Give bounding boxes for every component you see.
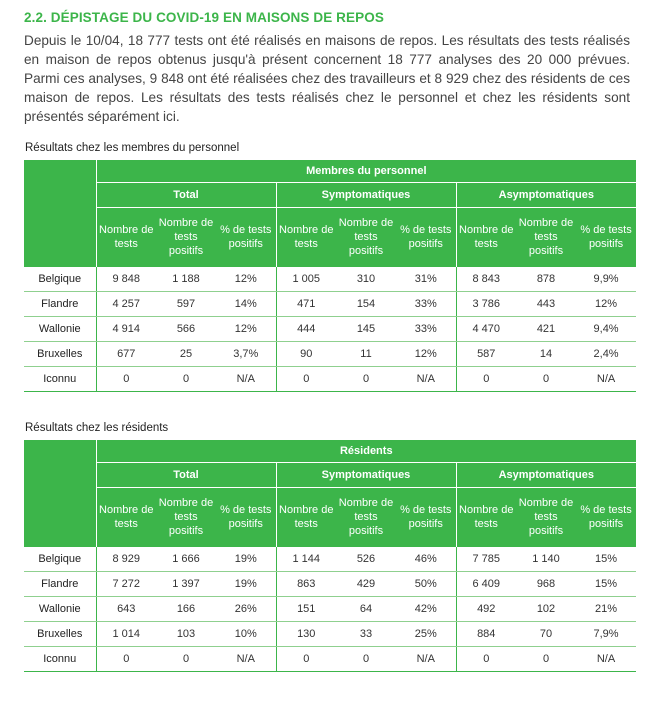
table-cell: 0 — [156, 367, 216, 392]
table-cell: 15% — [576, 547, 636, 572]
table-band-header: Résidents — [96, 440, 636, 463]
region-label: Iconnu — [24, 647, 96, 672]
table-cell: 1 397 — [156, 572, 216, 597]
table-cell: 1 666 — [156, 547, 216, 572]
table-cell: 90 — [276, 342, 336, 367]
table-cell: 4 914 — [96, 317, 156, 342]
table-cell: 0 — [156, 647, 216, 672]
table-cell: 0 — [276, 367, 336, 392]
table-cell: 421 — [516, 317, 576, 342]
region-label: Flandre — [24, 292, 96, 317]
table-cell: 9,9% — [576, 267, 636, 292]
group-header: Total — [96, 183, 276, 208]
group-header: Asymptomatiques — [456, 183, 636, 208]
table-cell: 1 005 — [276, 267, 336, 292]
table-cell: 9 848 — [96, 267, 156, 292]
table-cell: 102 — [516, 597, 576, 622]
column-header: Nombre de tests — [276, 208, 336, 267]
table-cell: N/A — [576, 367, 636, 392]
table-cell: 0 — [516, 647, 576, 672]
column-header: Nombre de tests positifs — [336, 488, 396, 547]
table-cell: N/A — [576, 647, 636, 672]
table-cell: 14% — [216, 292, 276, 317]
header-corner — [24, 440, 96, 547]
column-header: % de tests positifs — [576, 488, 636, 547]
table-cell: 25% — [396, 622, 456, 647]
table-cell: 0 — [336, 647, 396, 672]
table-cell: 1 188 — [156, 267, 216, 292]
table-row — [24, 622, 636, 647]
table-cell: 884 — [456, 622, 516, 647]
table-cell: 166 — [156, 597, 216, 622]
table-cell: 130 — [276, 622, 336, 647]
column-header: % de tests positifs — [396, 488, 456, 547]
table-cell: 444 — [276, 317, 336, 342]
table-cell: 2,4% — [576, 342, 636, 367]
table-cell: 33% — [396, 317, 456, 342]
region-label: Belgique — [24, 547, 96, 572]
table-cell: 0 — [96, 367, 156, 392]
table-band-header: Membres du personnel — [96, 160, 636, 183]
table-cell: 50% — [396, 572, 456, 597]
table-cell: 3 786 — [456, 292, 516, 317]
table-cell: 0 — [456, 647, 516, 672]
tables-container — [24, 142, 630, 672]
table-caption: Résultats chez les résidents — [25, 422, 169, 434]
column-header: Nombre de tests positifs — [336, 208, 396, 267]
column-header: Nombre de tests — [96, 488, 156, 547]
section-title: 2.2. DÉPISTAGE DU COVID-19 EN MAISONS DE REPOS — [24, 10, 384, 25]
column-header: % de tests positifs — [216, 488, 276, 547]
table-cell: 12% — [396, 342, 456, 367]
table-cell: 1 144 — [276, 547, 336, 572]
table-cell: 471 — [276, 292, 336, 317]
group-header: Symptomatiques — [276, 463, 456, 488]
table-cell: 25 — [156, 342, 216, 367]
table-row — [24, 317, 636, 342]
table-cell: 4 470 — [456, 317, 516, 342]
table-cell: 151 — [276, 597, 336, 622]
column-header: Nombre de tests — [276, 488, 336, 547]
table-cell: 492 — [456, 597, 516, 622]
table-cell: 4 257 — [96, 292, 156, 317]
table-cell: 8 929 — [96, 547, 156, 572]
table-cell: 19% — [216, 547, 276, 572]
table-cell: 31% — [396, 267, 456, 292]
table-cell: 46% — [396, 547, 456, 572]
region-label: Bruxelles — [24, 622, 96, 647]
table-cell: 15% — [576, 572, 636, 597]
table-cell: 863 — [276, 572, 336, 597]
table-cell: 12% — [216, 267, 276, 292]
intro-paragraph: Depuis le 10/04, 18 777 tests ont été réalisés en maisons de repos. Les résultats des tests réalisés en maison de repos obtenus jusqu'à présent concernent 18 777 analyses des 20 000 prévues. Parmi ces analyses, 9 848 ont été réalisées chez des travailleurs et 8 929 chez des résidents de ces maison de repos. Les résultats des tests réalisés chez le personnel et chez les résidents sont présentés séparément ici. — [24, 33, 630, 124]
table-cell: 968 — [516, 572, 576, 597]
table-cell: 643 — [96, 597, 156, 622]
staff-results-table — [24, 160, 636, 392]
table-cell: 443 — [516, 292, 576, 317]
region-label: Iconnu — [24, 367, 96, 392]
table-cell: N/A — [396, 647, 456, 672]
column-header: Nombre de tests positifs — [516, 488, 576, 547]
table-cell: 0 — [516, 367, 576, 392]
table-row — [24, 367, 636, 392]
column-header: Nombre de tests — [456, 488, 516, 547]
table-cell: 11 — [336, 342, 396, 367]
table-row — [24, 267, 636, 292]
table-row — [24, 597, 636, 622]
table-row — [24, 342, 636, 367]
table-cell: 145 — [336, 317, 396, 342]
table-cell: 677 — [96, 342, 156, 367]
region-label: Flandre — [24, 572, 96, 597]
region-label: Belgique — [24, 267, 96, 292]
table-cell: 19% — [216, 572, 276, 597]
table-cell: 878 — [516, 267, 576, 292]
table-row — [24, 572, 636, 597]
table-cell: 3,7% — [216, 342, 276, 367]
table-cell: 0 — [96, 647, 156, 672]
table-cell: 12% — [216, 317, 276, 342]
table-cell: 7 785 — [456, 547, 516, 572]
region-label: Wallonie — [24, 597, 96, 622]
column-header: Nombre de tests positifs — [156, 488, 216, 547]
table-row — [24, 547, 636, 572]
table-caption: Résultats chez les membres du personnel — [25, 142, 240, 154]
residents-results-table — [24, 440, 636, 672]
table-cell: 310 — [336, 267, 396, 292]
table-cell: 7,9% — [576, 622, 636, 647]
table-cell: 0 — [276, 647, 336, 672]
table-cell: 21% — [576, 597, 636, 622]
table-cell: 33% — [396, 292, 456, 317]
table-cell: 526 — [336, 547, 396, 572]
column-header: Nombre de tests — [96, 208, 156, 267]
table-cell: 33 — [336, 622, 396, 647]
table-cell: 0 — [336, 367, 396, 392]
table-cell: 64 — [336, 597, 396, 622]
header-corner — [24, 160, 96, 267]
table-cell: 6 409 — [456, 572, 516, 597]
region-label: Bruxelles — [24, 342, 96, 367]
table-cell: 70 — [516, 622, 576, 647]
column-header: Nombre de tests positifs — [516, 208, 576, 267]
table-cell: 597 — [156, 292, 216, 317]
table-cell: 42% — [396, 597, 456, 622]
table-cell: 8 843 — [456, 267, 516, 292]
group-header: Total — [96, 463, 276, 488]
column-header: Nombre de tests — [456, 208, 516, 267]
group-header: Asymptomatiques — [456, 463, 636, 488]
table-cell: 14 — [516, 342, 576, 367]
table-cell: 429 — [336, 572, 396, 597]
table-cell: 103 — [156, 622, 216, 647]
table-cell: N/A — [396, 367, 456, 392]
table-cell: 9,4% — [576, 317, 636, 342]
table-cell: 7 272 — [96, 572, 156, 597]
table-cell: N/A — [216, 367, 276, 392]
table-cell: 12% — [576, 292, 636, 317]
table-cell: 10% — [216, 622, 276, 647]
column-header: Nombre de tests positifs — [156, 208, 216, 267]
table-row — [24, 647, 636, 672]
table-cell: N/A — [216, 647, 276, 672]
table-cell: 587 — [456, 342, 516, 367]
column-header: % de tests positifs — [396, 208, 456, 267]
column-header: % de tests positifs — [576, 208, 636, 267]
group-header: Symptomatiques — [276, 183, 456, 208]
table-cell: 1 140 — [516, 547, 576, 572]
table-cell: 1 014 — [96, 622, 156, 647]
column-header: % de tests positifs — [216, 208, 276, 267]
table-cell: 26% — [216, 597, 276, 622]
table-row — [24, 292, 636, 317]
region-label: Wallonie — [24, 317, 96, 342]
table-cell: 566 — [156, 317, 216, 342]
table-cell: 154 — [336, 292, 396, 317]
table-cell: 0 — [456, 367, 516, 392]
